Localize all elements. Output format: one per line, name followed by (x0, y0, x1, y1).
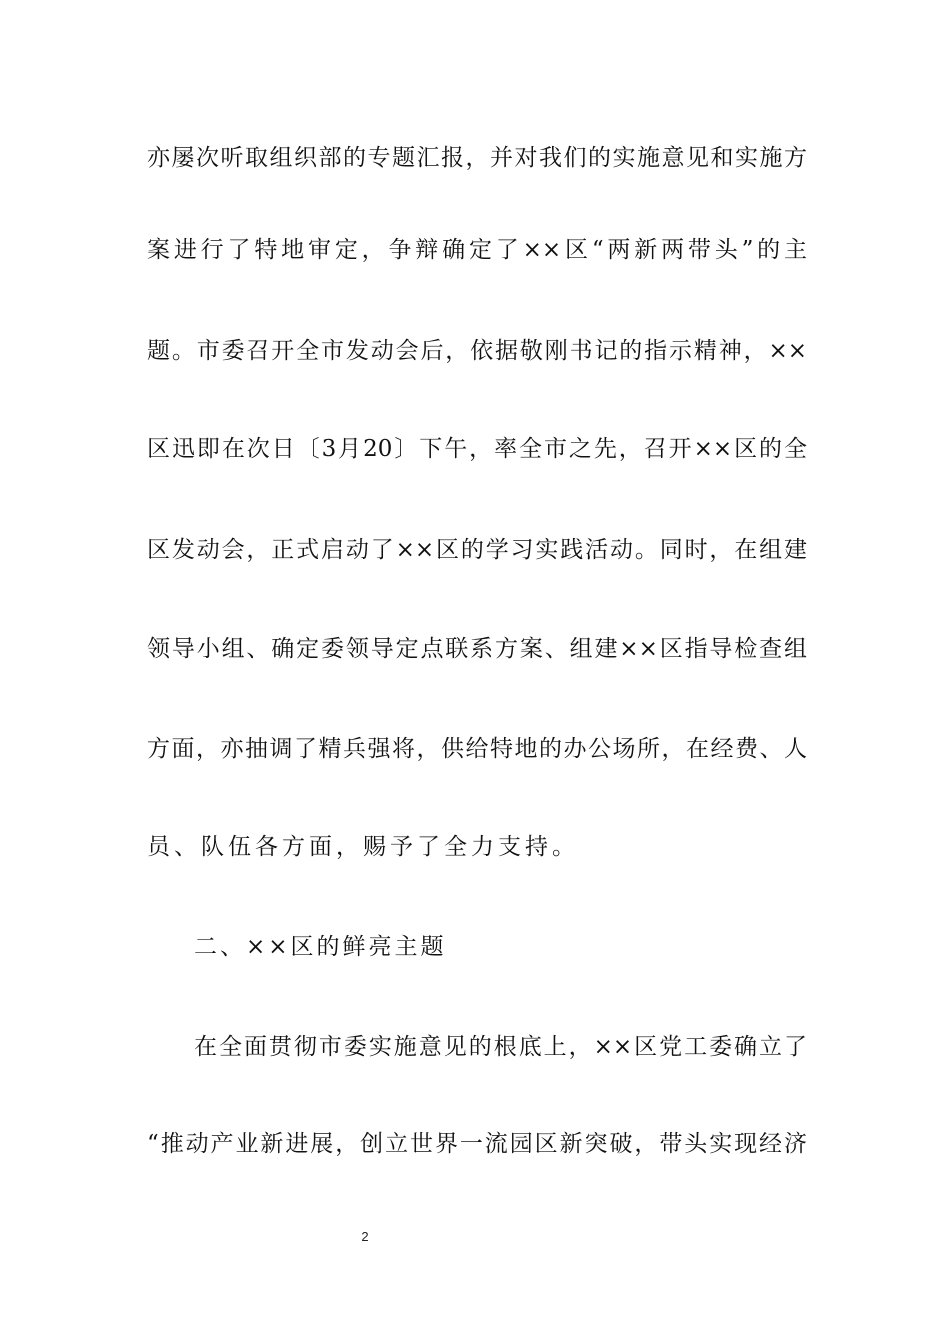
body-text-line: 亦屡次听取组织部的专题汇报，并对我们的实施意见和实施方 (147, 145, 807, 171)
body-text-line: 题。市委召开全市发动会后，依据敬刚书记的指示精神，×× (147, 338, 807, 364)
page-number: 2 (361, 1229, 369, 1244)
body-text-line: 方面，亦抽调了精兵强将，供给特地的办公场所，在经费、人 (147, 736, 807, 762)
body-text-line: 在全面贯彻市委实施意见的根底上，××区党工委确立了 (194, 1034, 807, 1060)
body-text-line: “推动产业新进展，创立世界一流园区新突破，带头实现经济 (147, 1131, 807, 1157)
section-heading: 二、××区的鲜亮主题 (194, 934, 447, 960)
body-text-line: 案进行了特地审定，争辩确定了××区“两新两带头”的主 (147, 237, 807, 263)
body-text-line: 区迅即在次日〔3月20〕下午，率全市之先，召开××区的全 (147, 436, 807, 462)
body-text-line: 领导小组、确定委领导定点联系方案、组建××区指导检查组 (147, 636, 807, 662)
body-text-line: 区发动会，正式启动了××区的学习实践活动。同时，在组建 (147, 537, 807, 563)
body-text-line: 员、队伍各方面，赐予了全力支持。 (147, 834, 579, 860)
